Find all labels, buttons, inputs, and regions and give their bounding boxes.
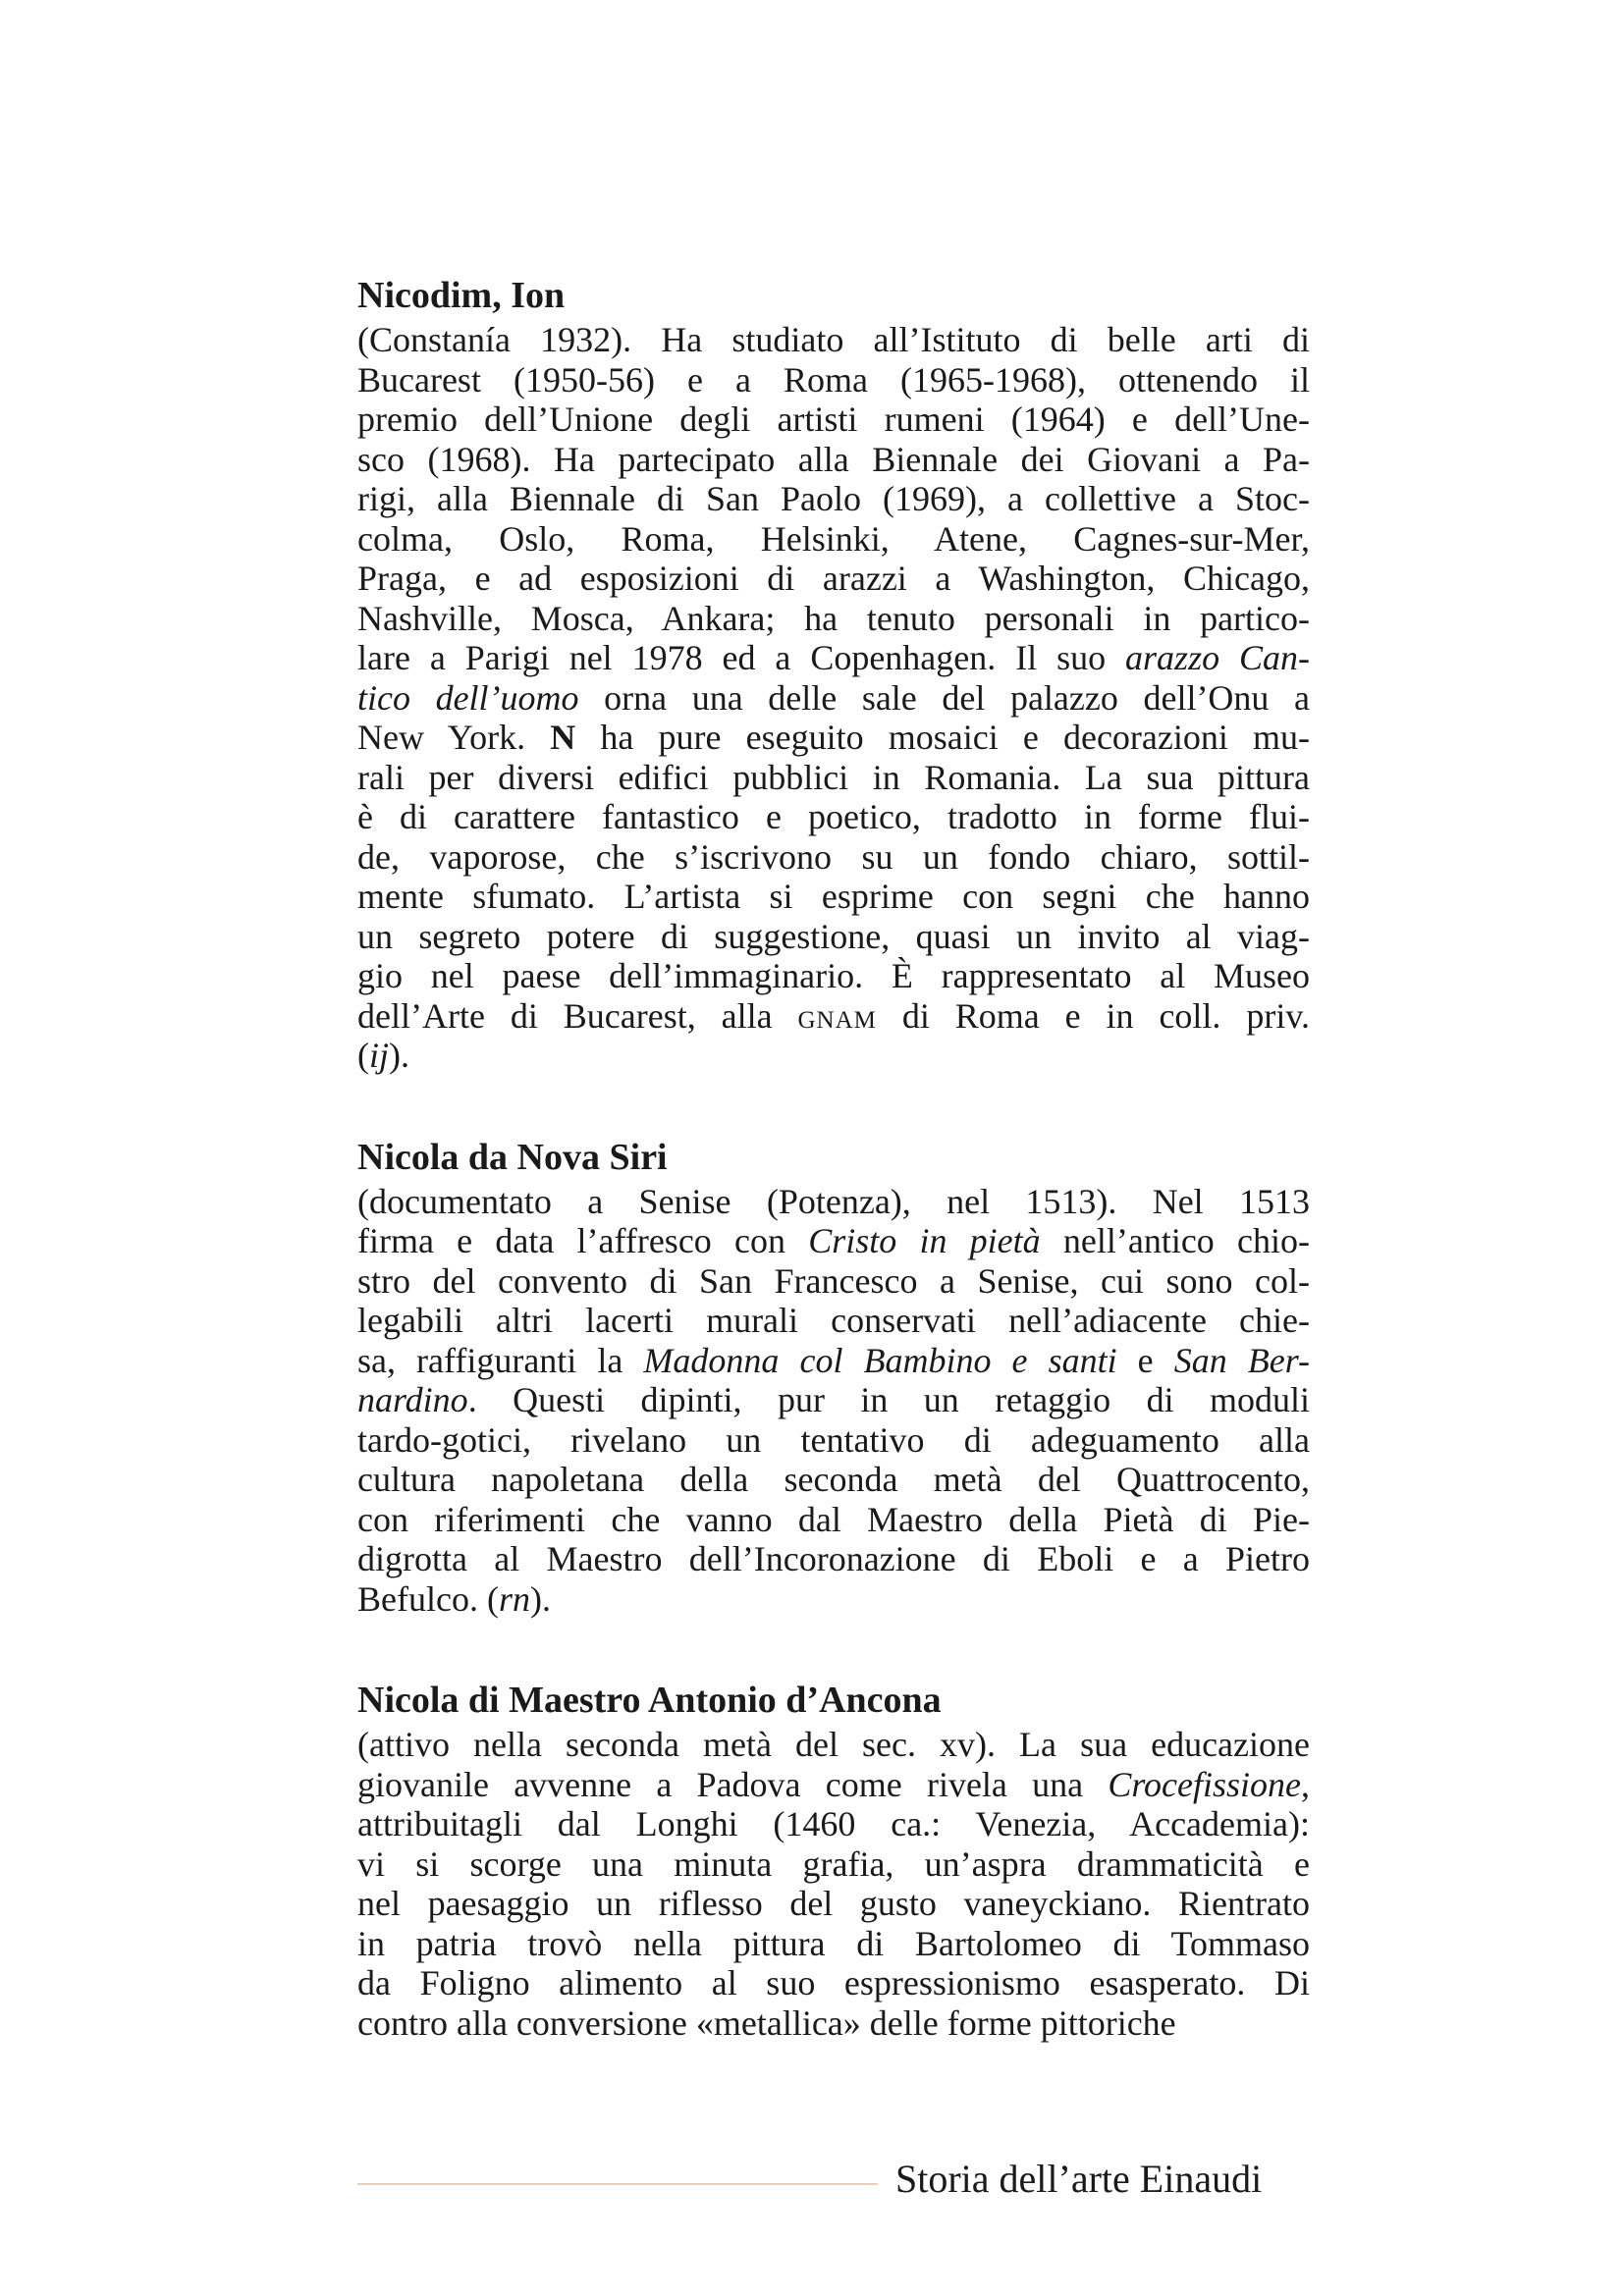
text-run: arazzo Can- <box>1125 638 1310 677</box>
body-line <box>357 1725 1310 1765</box>
text-run: giovanile avvenne a Padova come rivela una <box>357 1764 1109 1804</box>
body-line <box>357 1420 1310 1461</box>
text-run: (attivo nella seconda metà del sec. xv). La sua educazione <box>357 1725 1310 1764</box>
text-run: con riferimenti che vanno dal Maestro della Pietà di Pie- <box>357 1499 1310 1539</box>
body-line <box>357 320 1310 360</box>
text-run: colma, Oslo, Roma, Helsinki, Atene, Cagnes-sur-Mer, <box>357 518 1310 559</box>
body-line <box>357 1221 1310 1261</box>
body-line <box>357 758 1310 798</box>
text-run: , <box>1301 1764 1310 1804</box>
text-run: New York. <box>357 718 551 757</box>
entry-nicodim <box>357 271 1310 1076</box>
body-line <box>357 678 1310 719</box>
body-line <box>357 1765 1310 1805</box>
text-run: rn <box>498 1578 530 1619</box>
text-run: . Questi dipinti, pur in un retaggio di moduli <box>467 1380 1310 1419</box>
body-line <box>357 1804 1310 1844</box>
text-run: legabili altri lacerti murali conservati nell’adiacente chie- <box>357 1301 1310 1340</box>
body-line <box>357 917 1310 957</box>
text-run: un segreto potere di suggestione, quasi un invito al viag- <box>357 916 1310 956</box>
text-run: orna una delle sale del palazzo dell’Onu a <box>578 677 1311 718</box>
text-column <box>357 271 1310 2100</box>
text-run: Bucarest (1950-56) e a Roma (1965-1968), ottenendo il <box>357 359 1310 400</box>
body-line <box>357 479 1310 519</box>
body-line <box>357 1963 1310 2003</box>
body-line <box>357 638 1310 678</box>
body-line <box>357 797 1310 837</box>
entry-heading: Nicola da Nova Siri <box>357 1136 668 1178</box>
text-run: di Roma e in coll. priv. <box>876 995 1310 1036</box>
text-run: Madonna col Bambino e santi <box>643 1340 1117 1380</box>
text-run: Praga, e ad esposizioni di arazzi a Washington, Chicago, <box>357 559 1310 598</box>
text-run: Befulco. ( <box>357 1578 499 1619</box>
entry-heading: Nicodim, Ion <box>357 275 566 316</box>
body-line <box>357 1182 1310 1222</box>
text-run: de, vaporose, che s’iscrivono su un fondo chiaro, sottil- <box>357 836 1310 877</box>
text-run: ha pure eseguito mosaici e decorazioni mu- <box>575 718 1310 757</box>
text-run: da Foligno alimento al suo espressionismo esasperato. Di <box>357 1963 1310 2002</box>
text-run: Cristo in pietà <box>808 1221 1041 1260</box>
text-run: nel paesaggio un riflesso del gusto vaneyckiano. Rientrato <box>357 1884 1310 1923</box>
body-line <box>357 1924 1310 1964</box>
entry-nicola-di-maestro-antonio <box>357 1676 1310 2043</box>
text-run: attribuitagli dal Longhi (1460 ca.: Venezia, Accademia): <box>357 1804 1310 1843</box>
body-line <box>357 1844 1310 1885</box>
text-run: è di carattere fantastico e poetico, tradotto in forme flui- <box>357 797 1310 836</box>
text-run: rigi, alla Biennale di San Paolo (1969), a collettive a Stoc- <box>357 479 1310 518</box>
text-run: sco (1968). Ha partecipato alla Biennale dei Giovani a Pa- <box>357 439 1310 479</box>
body-line <box>357 2003 1310 2044</box>
body-line <box>357 1036 1310 1076</box>
body-line <box>357 559 1310 599</box>
text-run: mente sfumato. L’artista si esprime con segni che hanno <box>357 877 1310 916</box>
text-run: ). <box>389 1036 410 1075</box>
body-line <box>357 1884 1310 1924</box>
body-line <box>357 1579 1310 1620</box>
body-line <box>357 1460 1310 1500</box>
text-run: cultura napoletana della seconda metà del Quattrocento, <box>357 1460 1310 1499</box>
body-line <box>357 440 1310 480</box>
entry-body <box>357 1182 1310 1620</box>
text-run: dell’Arte di Bucarest, alla <box>357 995 798 1036</box>
body-line <box>357 1380 1310 1420</box>
text-run: Crocefissione <box>1108 1764 1301 1804</box>
text-run: lare a Parigi nel 1978 ed a Copenhagen. Il suo <box>357 638 1126 677</box>
body-line <box>357 1301 1310 1341</box>
text-run: nell’antico chio- <box>1040 1221 1310 1260</box>
text-run: contro alla conversione «metallica» delle forme pittoriche <box>357 2002 1176 2043</box>
body-line <box>357 956 1310 996</box>
text-run: ij <box>369 1036 390 1075</box>
footer-title: Storia dell’arte Einaudi <box>895 2157 1263 2201</box>
entry-nicola-da-nova-siri <box>357 1133 1310 1620</box>
entry-heading: Nicola di Maestro Antonio d’Ancona <box>357 1680 942 1721</box>
body-line <box>357 1341 1310 1381</box>
text-run: ). <box>529 1578 551 1619</box>
entry-body <box>357 1725 1310 2043</box>
text-run: sa, raffiguranti la <box>357 1340 644 1380</box>
text-run: (Constanía 1932). Ha studiato all’Istituto di belle arti di <box>357 320 1310 359</box>
text-run: e <box>1116 1340 1174 1380</box>
text-run: rali per diversi edifici pubblici in Romania. La sua pittura <box>357 757 1310 797</box>
text-run: nardino <box>357 1380 468 1419</box>
body-line <box>357 718 1310 758</box>
text-run: tardo-gotici, rivelano un tentativo di adeguamento alla <box>357 1419 1310 1460</box>
body-line <box>357 1261 1310 1302</box>
text-run: stro del convento di San Francesco a Senise, cui sono col- <box>357 1260 1310 1301</box>
body-line <box>357 1539 1310 1579</box>
text-run: ( <box>357 1036 369 1075</box>
body-line <box>357 1500 1310 1540</box>
text-run: N <box>550 718 576 757</box>
body-line <box>357 400 1310 440</box>
text-run: gnam <box>797 995 877 1036</box>
body-line <box>357 837 1310 878</box>
body-line <box>357 877 1310 917</box>
text-run: San Ber- <box>1173 1340 1311 1380</box>
body-line <box>357 519 1310 560</box>
text-run: gio nel paese dell’immaginario. È rappresentato al Museo <box>357 956 1310 995</box>
body-line <box>357 360 1310 400</box>
text-run: in patria trovò nella pittura di Bartolomeo di Tommaso <box>357 1923 1310 1963</box>
body-line <box>357 996 1310 1037</box>
text-run: Nashville, Mosca, Ankara; ha tenuto personali in partico- <box>357 598 1310 638</box>
body-line <box>357 599 1310 639</box>
text-run: vi si scorge una minuta grafia, un’aspra drammaticità e <box>357 1843 1310 1884</box>
text-run: (documentato a Senise (Potenza), nel 1513). Nel 1513 <box>357 1181 1310 1221</box>
entry-body <box>357 320 1310 1076</box>
text-run: digrotta al Maestro dell’Incoronazione di Eboli e a Pietro <box>357 1539 1310 1578</box>
text-run: premio dell’Unione degli artisti rumeni (1964) e dell’Une- <box>357 400 1310 439</box>
text-run: firma e data l’affresco con <box>357 1221 809 1260</box>
text-run: tico dell’uomo <box>357 677 579 718</box>
footer-rule <box>357 2183 878 2185</box>
